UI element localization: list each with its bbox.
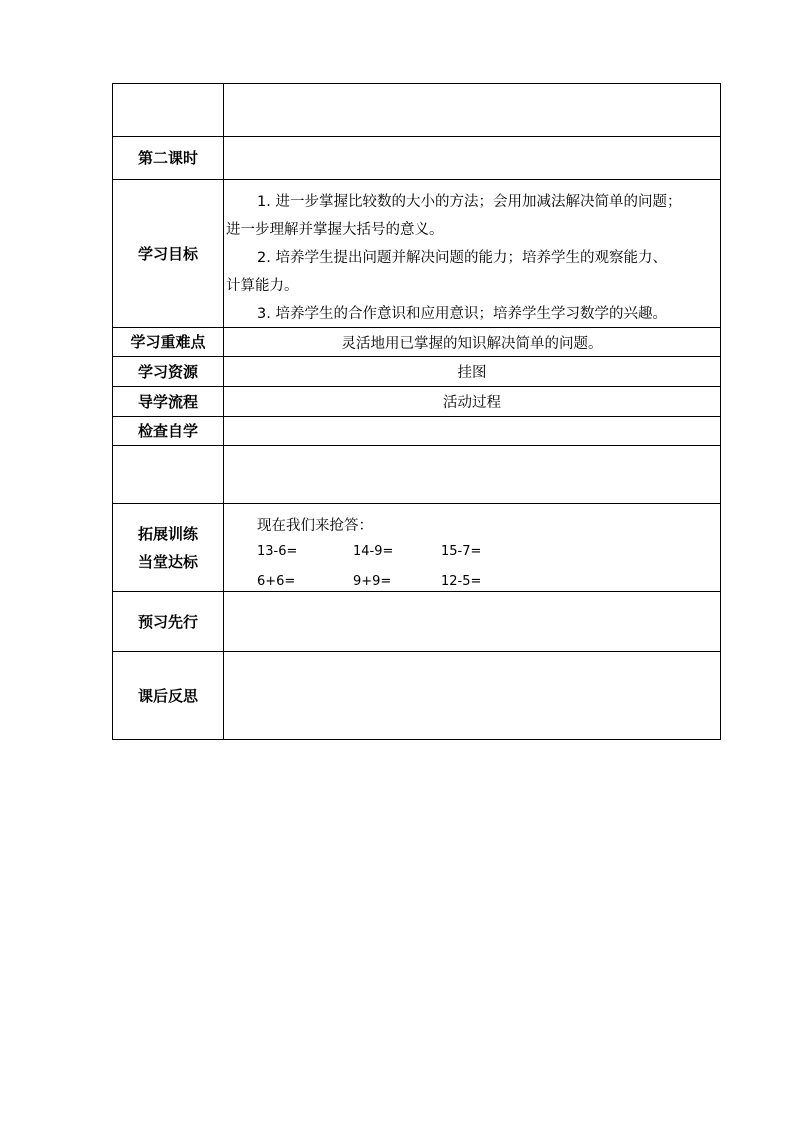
exercise: 14-9=	[353, 544, 394, 559]
flow-content: 活动过程	[443, 395, 501, 411]
reflection-label: 课后反思	[113, 652, 224, 739]
table-row-blank-top	[113, 84, 720, 137]
reflection-content	[224, 652, 720, 739]
practice-label-line-2: 当堂达标	[137, 552, 198, 571]
flow-label: 导学流程	[113, 387, 224, 416]
preview-label: 预习先行	[113, 592, 224, 651]
goal-line-1: 1. 进一步掌握比较数的大小的方法；会用加减法解决简单的问题；	[257, 194, 682, 210]
resources-label: 学习资源	[113, 357, 224, 386]
exercise: 15-7=	[441, 544, 482, 559]
goal-line-5: 3. 培养学生的合作意识和应用意识；培养学生学习数学的兴趣。	[257, 306, 667, 322]
table-row-resources	[113, 357, 720, 387]
row-label	[113, 84, 224, 136]
exercise: 9+9=	[353, 574, 392, 589]
table-row-goals	[113, 180, 720, 328]
table-row-lesson	[113, 137, 720, 180]
preview-content	[224, 592, 720, 651]
goal-line-2: 进一步理解并掌握大括号的意义。	[226, 222, 444, 238]
table-row-practice	[113, 504, 720, 592]
self-check-content	[224, 417, 720, 445]
goals-label: 学习目标	[113, 180, 224, 327]
lesson-label: 第二课时	[113, 137, 224, 179]
table-row-reflection	[113, 652, 720, 739]
key-points-label: 学习重难点	[113, 328, 224, 356]
goal-line-4: 计算能力。	[226, 278, 299, 294]
table-row-preview	[113, 592, 720, 652]
lesson-plan-table	[112, 83, 721, 740]
practice-label-line-1: 拓展训练	[137, 524, 198, 543]
exercise: 6+6=	[257, 574, 296, 589]
row-content	[224, 84, 720, 136]
row-label	[113, 446, 224, 503]
resources-content: 挂图	[457, 365, 487, 381]
table-row-blank-mid	[113, 446, 720, 504]
self-check-label: 检查自学	[113, 417, 224, 445]
practice-content	[224, 504, 720, 591]
exercise: 13-6=	[257, 544, 298, 559]
goals-content	[224, 180, 720, 327]
row-content	[224, 446, 720, 503]
table-row-flow	[113, 387, 720, 417]
key-points-content: 灵活地用已掌握的知识解决简单的问题。	[341, 335, 603, 352]
exercise: 12-5=	[441, 574, 482, 589]
goal-line-3: 2. 培养学生提出问题并解决问题的能力；培养学生的观察能力、	[257, 250, 667, 266]
practice-prompt: 现在我们来抢答：	[257, 518, 373, 534]
practice-label	[113, 504, 224, 591]
lesson-content	[224, 137, 720, 179]
table-row-key-points	[113, 328, 720, 357]
table-row-self-check	[113, 417, 720, 446]
